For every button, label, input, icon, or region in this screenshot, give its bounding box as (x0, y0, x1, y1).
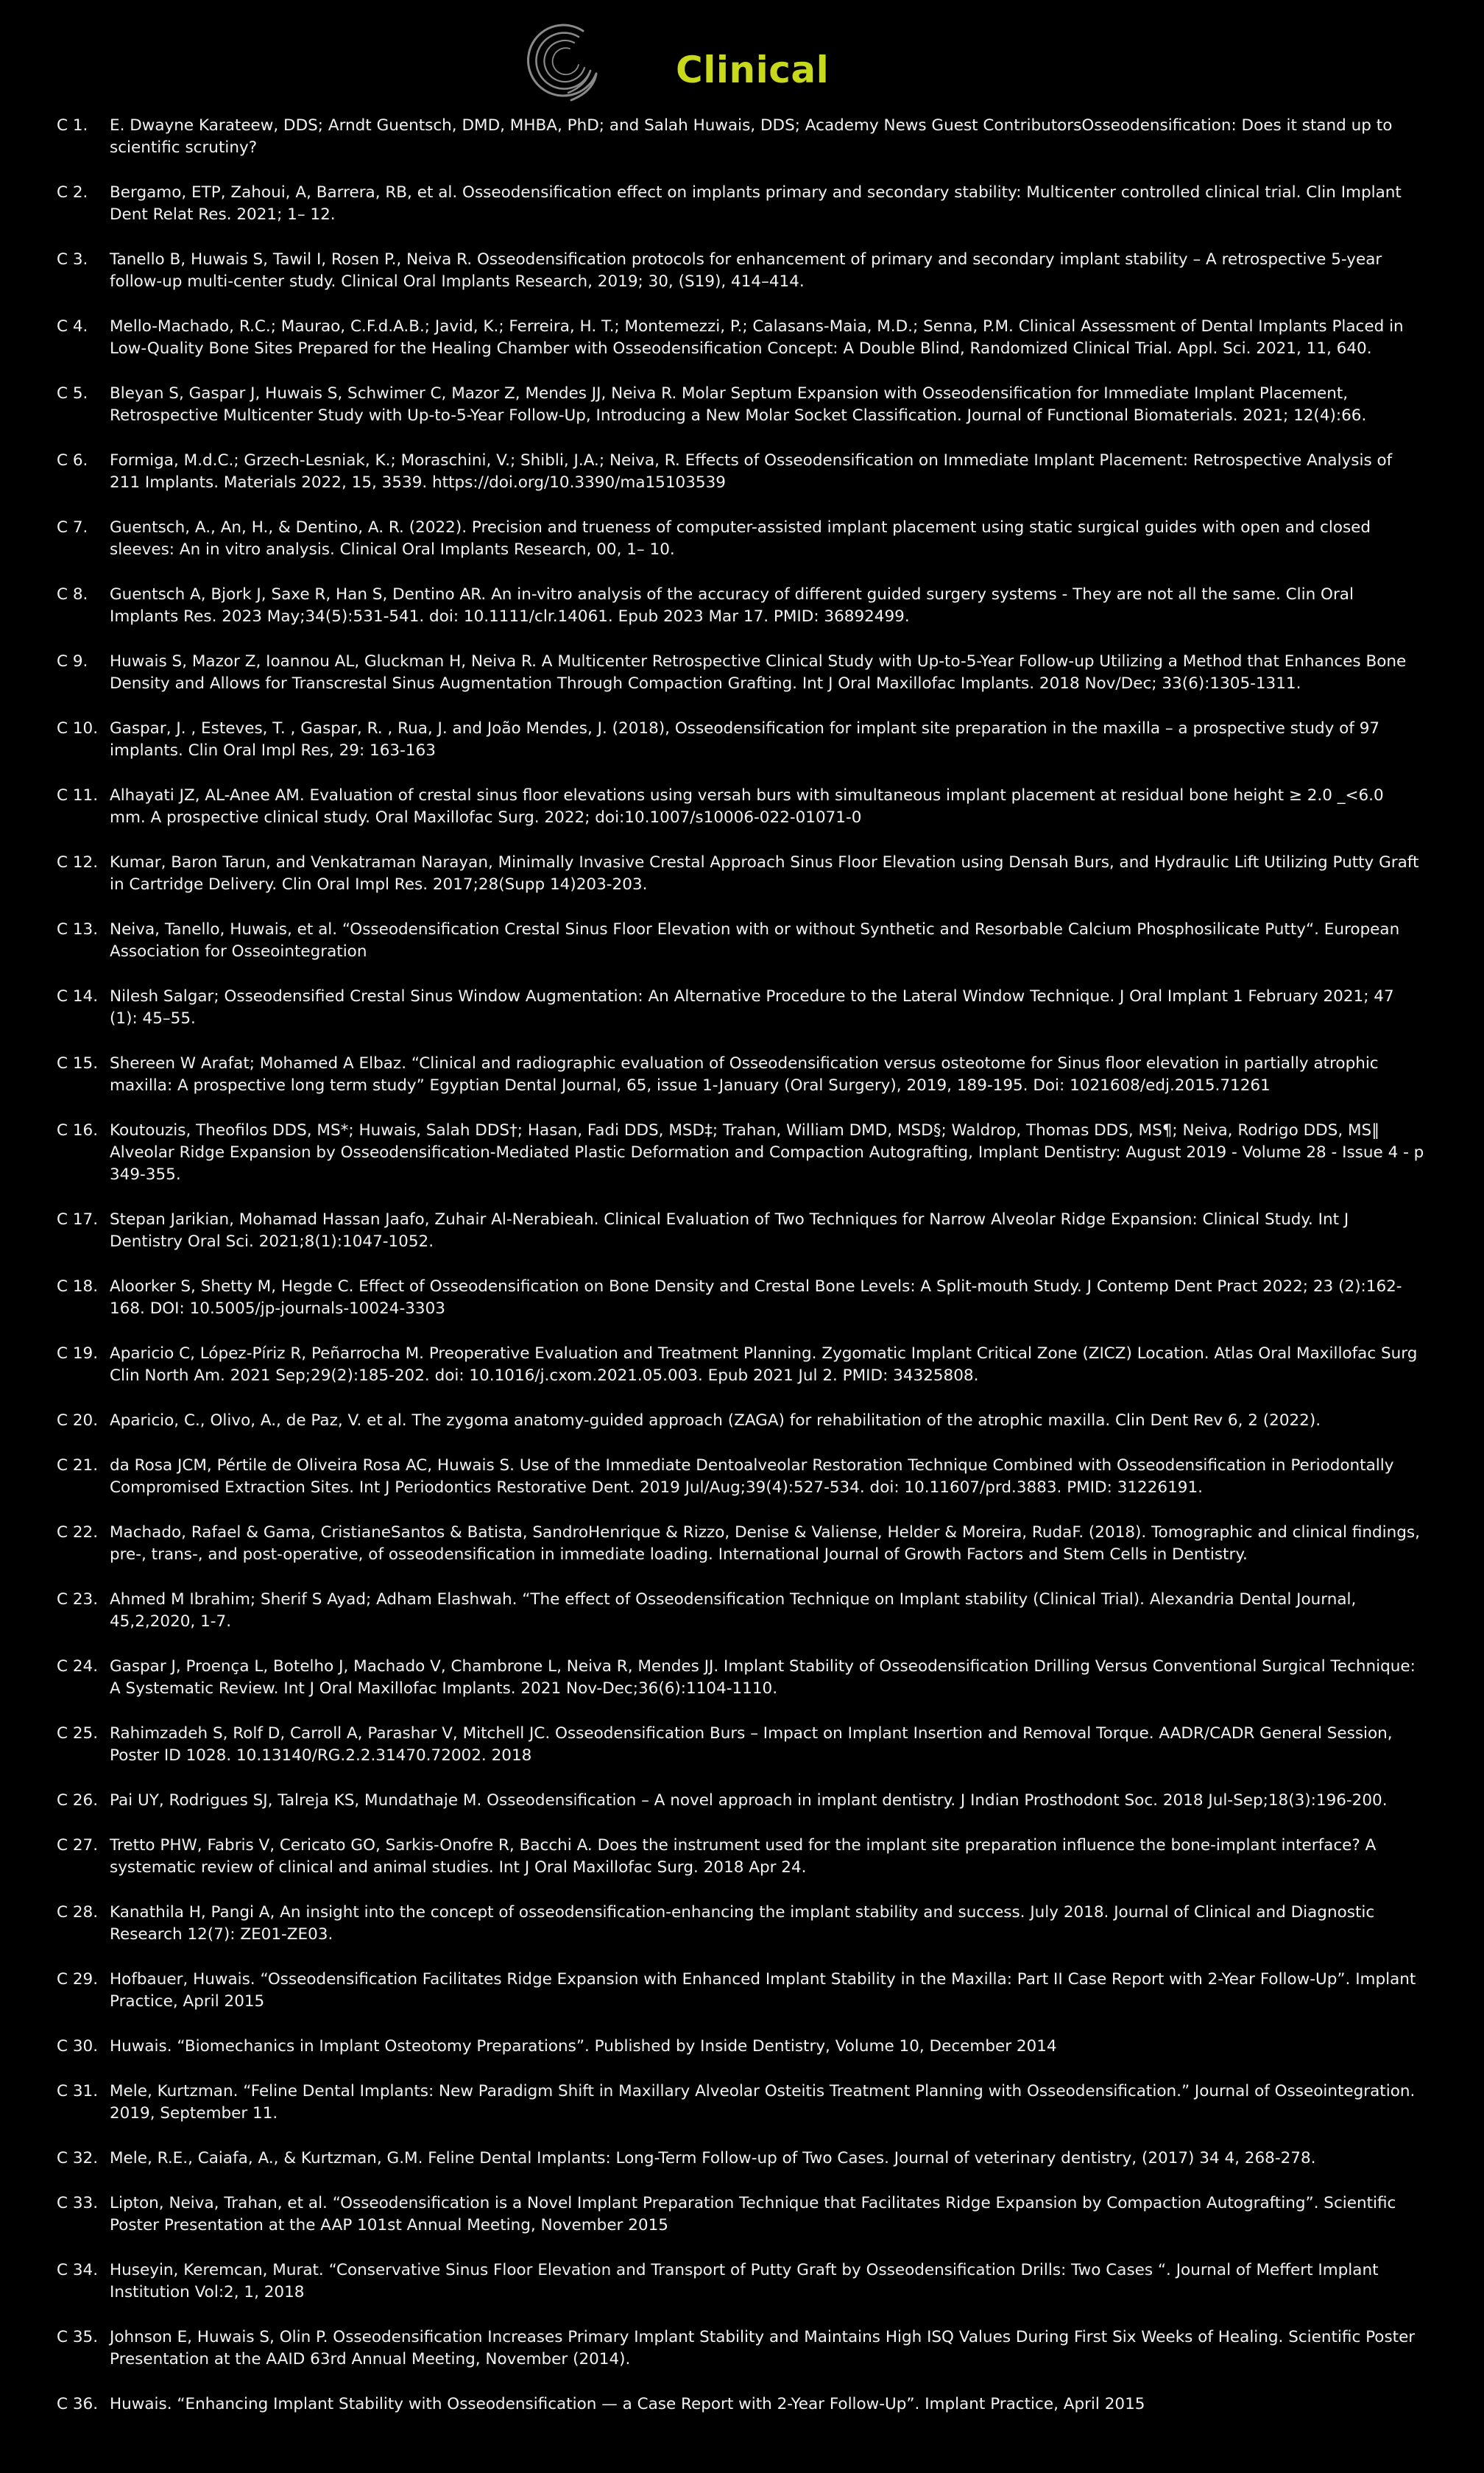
reference-number: C 7. (57, 518, 88, 537)
reference-text: Machado, Rafael & Gama, CristianeSantos & Batista, SandroHenrique & Rizzo, Denise & Valiense, Helder & Moreira, RudaF. (2018). Tomographic and clinical findings, pre-, trans-, and post-operative, of osseodensification in immediate loading. International Journal of Growth Factors and Stem Cells in Dentistry. (110, 1523, 1420, 1564)
reference-item (57, 852, 1424, 896)
reference-text: Lipton, Neiva, Trahan, et al. “Osseodensification is a Novel Implant Preparation Technique that Facilitates Ridge Expansion by Compaction Autografting”. Scientific Poster Presentation at the AAP 101st Annual Meeting, November 2015 (110, 2194, 1396, 2234)
reference-text: Guentsch, A., An, H., & Dentino, A. R. (2022). Precision and trueness of computer-assisted implant placement using static surgical guides with open and closed sleeves: An in vitro analysis. Clinical Oral Implants Research, 00, 1– 10. (110, 518, 1371, 559)
page-title: Clinical (676, 49, 830, 91)
reference-text: Huwais. “Biomechanics in Implant Osteotomy Preparations”. Published by Inside Dentistry, Volume 10, December 2014 (110, 2037, 1057, 2056)
reference-item (57, 1790, 1424, 1812)
reference-number: C 33. (57, 2194, 99, 2212)
reference-number: C 36. (57, 2395, 99, 2413)
reference-text: Rahimzadeh S, Rolf D, Carroll A, Parashar V, Mitchell JC. Osseodensification Burs – Impact on Implant Insertion and Removal Torque. AADR/CADR General Session, Poster ID 1028. 10.13140/RG.2.2.31470.72002. 2018 (110, 1724, 1393, 1765)
reference-number: C 21. (57, 1456, 99, 1475)
reference-number: C 3. (57, 250, 88, 269)
reference-text: Bleyan S, Gaspar J, Huwais S, Schwimer C, Mazor Z, Mendes JJ, Neiva R. Molar Septum Expansion with Osseodensification for Immediate Implant Placement, Retrospective Multicenter Study with Up-to-5-Year Follow-Up, Introducing a New Molar Socket Classification. Journal of Functional Biomaterials. 2021; 12(4):66. (110, 384, 1367, 425)
reference-number: C 20. (57, 1411, 99, 1430)
reference-item (57, 450, 1424, 494)
reference-item (57, 2081, 1424, 2125)
reference-item (57, 316, 1424, 360)
reference-text: Ahmed M Ibrahim; Sherif S Ayad; Adham Elashwah. “The effect of Osseodensification Technique on Implant stability (Clinical Trial). Alexandria Dental Journal, 45,2,2020, 1-7. (110, 1590, 1357, 1631)
reference-text: Bergamo, ETP, Zahoui, A, Barrera, RB, et al. Osseodensification effect on implants primary and secondary stability: Multicenter controlled clinical trial. Clin Implant Dent Relat Res. 2021; 1– 12. (110, 183, 1402, 224)
reference-number: C 14. (57, 987, 99, 1006)
reference-text: Aloorker S, Shetty M, Hegde C. Effect of Osseodensification on Bone Density and Crestal Bone Levels: A Split-mouth Study. J Contemp Dent Pract 2022; 23 (2):162-168. DOI: 10.5005/jp-journals-10024-3303 (110, 1277, 1402, 1318)
reference-number: C 35. (57, 2328, 99, 2346)
reference-text: Huwais. “Enhancing Implant Stability with Osseodensification — a Case Report with 2-Year Follow-Up”. Implant Practice, April 2015 (110, 2395, 1145, 2413)
reference-number: C 1. (57, 116, 88, 135)
reference-list (57, 115, 1424, 2438)
reference-number: C 15. (57, 1054, 99, 1073)
reference-number: C 17. (57, 1210, 99, 1229)
reference-number: C 22. (57, 1523, 99, 1542)
reference-text: E. Dwayne Karateew, DDS; Arndt Guentsch, DMD, MHBA, PhD; and Salah Huwais, DDS; Academy News Guest ContributorsOsseodensification: Does it stand up to scientific scrutiny? (110, 116, 1393, 157)
reference-number: C 8. (57, 585, 88, 604)
page-header (0, 0, 1484, 110)
reference-text: Alhayati JZ, AL-Anee AM. Evaluation of crestal sinus floor elevations using versah burs with simultaneous implant placement at residual bone height ≥ 2.0 _<6.0 mm. A prospective clinical study. Oral Maxillofac Surg. 2022; doi:10.1007/s10006-022-01071-0 (110, 786, 1384, 827)
reference-number: C 32. (57, 2149, 99, 2167)
reference-text: Koutouzis, Theofilos DDS, MS*; Huwais, Salah DDS†; Hasan, Fadi DDS, MSD‡; Trahan, William DMD, MSD§; Waldrop, Thomas DDS, MS¶; Neiva, Rodrigo DDS, MS‖ Alveolar Ridge Expansion by Osseodensification-Mediated Plastic Deformation and Compaction Autografting, Implant Dentistry: August 2019 - Volume 28 - Issue 4 - p 349-355. (110, 1121, 1424, 1184)
reference-text: Formiga, M.d.C.; Grzech-Lesniak, K.; Moraschini, V.; Shibli, J.A.; Neiva, R. Effects of Osseodensification on Immediate Implant Placement: Retrospective Analysis of 211 Implants. Materials 2022, 15, 3539. https://doi.org/10.3390/ma15103539 (110, 451, 1393, 492)
reference-item (57, 115, 1424, 159)
reference-number: C 13. (57, 920, 99, 939)
reference-text: Huwais S, Mazor Z, Ioannou AL, Gluckman H, Neiva R. A Multicenter Retrospective Clinical Study with Up-to-5-Year Follow-up Utilizing a Method that Enhances Bone Density and Allows for Transcrestal Sinus Augmentation Through Compaction Grafting. Int J Oral Maxillofac Implants. 2018 Nov/Dec; 33(6):1305-1311. (110, 652, 1407, 693)
reference-item (57, 1969, 1424, 2013)
reference-item (57, 2036, 1424, 2058)
reference-item (57, 584, 1424, 628)
reference-number: C 18. (57, 1277, 99, 1296)
reference-number: C 31. (57, 2082, 99, 2100)
reference-item (57, 1410, 1424, 1432)
reference-text: Stepan Jarikian, Mohamad Hassan Jaafo, Zuhair Al-Nerabieah. Clinical Evaluation of Two Techniques for Narrow Alveolar Ridge Expansion: Clinical Study. Int J Dentistry Oral Sci. 2021;8(1):1047-1052. (110, 1210, 1349, 1251)
reference-text: Kanathila H, Pangi A, An insight into the concept of osseodensification-enhancing the implant stability and success. July 2018. Journal of Clinical and Diagnostic Research 12(7): ZE01-ZE03. (110, 1903, 1375, 1944)
reference-number: C 29. (57, 1970, 99, 1989)
reference-text: Mele, R.E., Caiafa, A., & Kurtzman, G.M. Feline Dental Implants: Long-Term Follow-up of Two Cases. Journal of veterinary dentistry, (2017) 34 4, 268-278. (110, 2149, 1316, 2167)
reference-item (57, 718, 1424, 762)
reference-item (57, 785, 1424, 829)
reference-item (57, 2393, 1424, 2416)
reference-number: C 23. (57, 1590, 99, 1609)
reference-item (57, 2326, 1424, 2371)
reference-text: Neiva, Tanello, Huwais, et al. “Osseodensification Crestal Sinus Floor Elevation with or without Synthetic and Resorbable Calcium Phosphosilicate Putty“. European Association for Osseointegration (110, 920, 1400, 961)
reference-number: C 30. (57, 2037, 99, 2056)
reference-item (57, 1053, 1424, 1097)
reference-item (57, 1656, 1424, 1700)
reference-text: Mello-Machado, R.C.; Maurao, C.F.d.A.B.; Javid, K.; Ferreira, H. T.; Montemezzi, P.; Calasans-Maia, M.D.; Senna, P.M. Clinical Assessment of Dental Implants Placed in Low-Quality Bone Sites Prepared for the Healing Chamber with Osseodensification Concept: A Double Blind, Randomized Clinical Trial. Appl. Sci. 2021, 11, 640. (110, 317, 1404, 358)
reference-number: C 11. (57, 786, 99, 805)
reference-text: Hofbauer, Huwais. “Osseodensification Facilitates Ridge Expansion with Enhanced Implant Stability in the Maxilla: Part II Case Report with 2-Year Follow-Up”. Implant Practice, April 2015 (110, 1970, 1416, 2011)
reference-item (57, 517, 1424, 561)
reference-item (57, 383, 1424, 427)
reference-number: C 26. (57, 1791, 99, 1810)
reference-item (57, 986, 1424, 1030)
reference-item (57, 1522, 1424, 1566)
reference-item (57, 2192, 1424, 2237)
reference-number: C 25. (57, 1724, 99, 1743)
reference-item (57, 182, 1424, 226)
reference-text: Kumar, Baron Tarun, and Venkatraman Narayan, Minimally Invasive Crestal Approach Sinus Floor Elevation using Densah Burs, and Hydraulic Lift Utilizing Putty Graft in Cartridge Delivery. Clin Oral Impl Res. 2017;28(Supp 14)203-203. (110, 853, 1419, 894)
reference-text: Pai UY, Rodrigues SJ, Talreja KS, Mundathaje M. Osseodensification – A novel approach in implant dentistry. J Indian Prosthodont Soc. 2018 Jul-Sep;18(3):196-200. (110, 1791, 1388, 1810)
reference-number: C 34. (57, 2261, 99, 2279)
reference-text: Gaspar J, Proença L, Botelho J, Machado V, Chambrone L, Neiva R, Mendes JJ. Implant Stability of Osseodensification Drilling Versus Conventional Surgical Technique: A Systematic Review. Int J Oral Maxillofac Implants. 2021 Nov-Dec;36(6):1104-1110. (110, 1657, 1416, 1698)
reference-text: Mele, Kurtzman. “Feline Dental Implants: New Paradigm Shift in Maxillary Alveolar Osteitis Treatment Planning with Osseodensification.” Journal of Osseointegration. 2019, September 11. (110, 2082, 1416, 2123)
reference-text: Aparicio C, López-Píriz R, Peñarrocha M. Preoperative Evaluation and Treatment Planning. Zygomatic Implant Critical Zone (ZICZ) Location. Atlas Oral Maxillofac Surg Clin North Am. 2021 Sep;29(2):185-202. doi: 10.1016/j.cxom.2021.05.003. Epub 2021 Jul 2. PMID: 34325808. (110, 1344, 1418, 1385)
reference-number: C 5. (57, 384, 88, 403)
reference-text: Shereen W Arafat; Mohamed A Elbaz. “Clinical and radiographic evaluation of Osseodensification versus osteotome for Sinus floor elevation in partially atrophic maxilla: A prospective long term study” Egyptian Dental Journal, 65, issue 1-January (Oral Surgery), 2019, 189-195. Doi: 1021608/edj.2015.71261 (110, 1054, 1379, 1095)
reference-number: C 27. (57, 1836, 99, 1855)
reference-number: C 12. (57, 853, 99, 872)
reference-text: Tretto PHW, Fabris V, Cericato GO, Sarkis-Onofre R, Bacchi A. Does the instrument used for the implant site preparation influence the bone-implant interface? A systematic review of clinical and animal studies. Int J Oral Maxillofac Surg. 2018 Apr 24. (110, 1836, 1377, 1877)
reference-item (57, 2259, 1424, 2304)
reference-item (57, 1120, 1424, 1186)
reference-item (57, 1902, 1424, 1946)
reference-number: C 10. (57, 719, 99, 738)
reference-number: C 19. (57, 1344, 99, 1363)
reference-text: Tanello B, Huwais S, Tawil I, Rosen P., Neiva R. Osseodensification protocols for enhancement of primary and secondary implant stability – A retrospective 5-year follow-up multi-center study. Clinical Oral Implants Research, 2019; 30, (S19), 414–414. (110, 250, 1382, 291)
reference-item (57, 651, 1424, 695)
reference-number: C 24. (57, 1657, 99, 1676)
reference-text: Gaspar, J. , Esteves, T. , Gaspar, R. , Rua, J. and João Mendes, J. (2018), Osseodensification for implant site preparation in the maxilla – a prospective study of 97 implants. Clin Oral Impl Res, 29: 163-163 (110, 719, 1380, 760)
reference-item (57, 1276, 1424, 1320)
reference-number: C 6. (57, 451, 88, 470)
reference-text: Huseyin, Keremcan, Murat. “Conservative Sinus Floor Elevation and Transport of Putty Graft by Osseodensification Drills: Two Cases “. Journal of Meffert Implant Institution Vol:2, 1, 2018 (110, 2261, 1379, 2301)
reference-number: C 2. (57, 183, 88, 202)
reference-item (57, 1455, 1424, 1499)
reference-number: C 28. (57, 1903, 99, 1922)
reference-number: C 9. (57, 652, 88, 671)
reference-item (57, 249, 1424, 293)
reference-item (57, 2148, 1424, 2170)
reference-text: Aparicio, C., Olivo, A., de Paz, V. et al. The zygoma anatomy-guided approach (ZAGA) for rehabilitation of the atrophic maxilla. Clin Dent Rev 6, 2 (2022). (110, 1411, 1321, 1430)
reference-item (57, 1343, 1424, 1387)
reference-number: C 16. (57, 1121, 99, 1140)
reference-text: da Rosa JCM, Pértile de Oliveira Rosa AC, Huwais S. Use of the Immediate Dentoalveolar Restoration Technique Combined with Osseodensification in Periodontally Compromised Extraction Sites. Int J Periodontics Restorative Dent. 2019 Jul/Aug;39(4):527-534. doi: 10.11607/prd.3883. PMID: 31226191. (110, 1456, 1394, 1497)
reference-text: Johnson E, Huwais S, Olin P. Osseodensification Increases Primary Implant Stability and Maintains High ISQ Values During First Six Weeks of Healing. Scientific Poster Presentation at the AAID 63rd Annual Meeting, November (2014). (110, 2328, 1416, 2368)
reference-item (57, 1589, 1424, 1633)
reference-text: Guentsch A, Bjork J, Saxe R, Han S, Dentino AR. An in-vitro analysis of the accuracy of different guided surgery systems - They are not all the same. Clin Oral Implants Res. 2023 May;34(5):531-541. doi: 10.1111/clr.14061. Epub 2023 Mar 17. PMID: 36892499. (110, 585, 1354, 626)
reference-item (57, 919, 1424, 963)
reference-item (57, 1835, 1424, 1879)
reference-item (57, 1723, 1424, 1767)
reference-item (57, 1209, 1424, 1253)
circular-swirl-logo-icon (526, 21, 607, 109)
reference-text: Nilesh Salgar; Osseodensified Crestal Sinus Window Augmentation: An Alternative Procedure to the Lateral Window Technique. J Oral Implant 1 February 2021; 47 (1): 45–55. (110, 987, 1394, 1028)
reference-number: C 4. (57, 317, 88, 336)
